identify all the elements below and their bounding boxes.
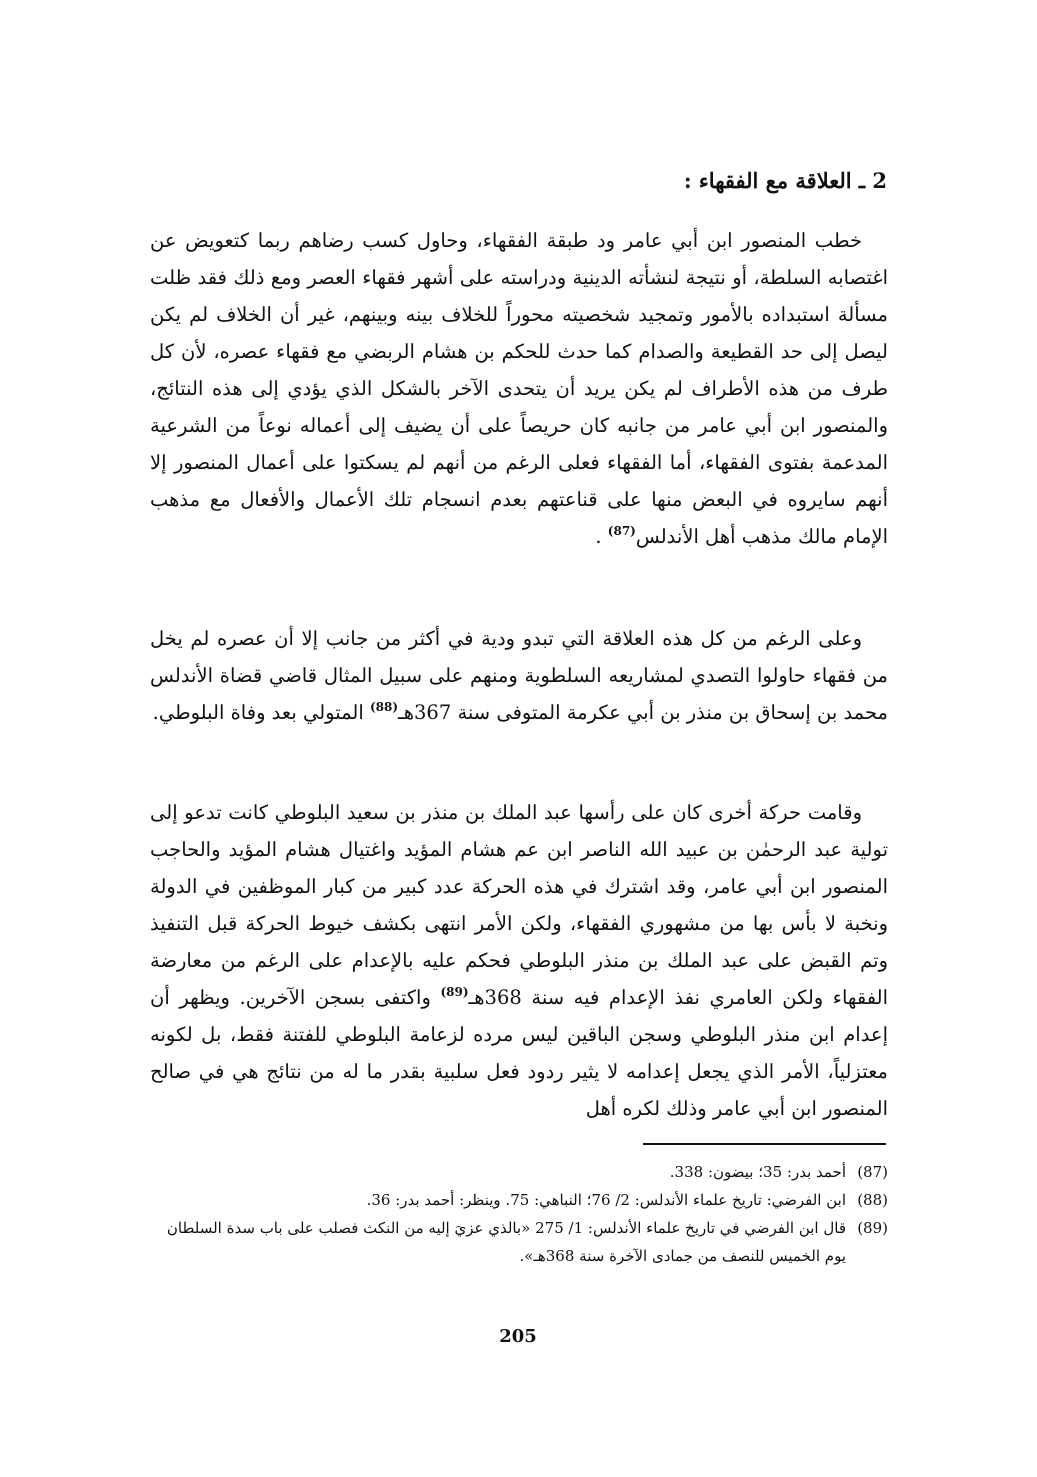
- footnote-number: (87): [857, 1163, 888, 1181]
- paragraph-text: [150, 222, 888, 555]
- footnote-reference: (89): [440, 985, 469, 999]
- body-paragraph-1: [150, 222, 888, 555]
- footnote-item: [150, 1214, 888, 1270]
- body-paragraph-3: [150, 794, 888, 1127]
- paragraph-tail: واكتفى بسجن الآخرين. ويظهر أن إعدام ابن منذر البلوطي وسجن الباقين ليس مرده لزعامة البلوطي للفتنة فقط، بل لكونه معتزلياً، الأمر الذي يجعل إعدامه لا يثير ردود فعل سلبية بقدر ما له من نتائج هي في صالح المنصور ابن أبي عامر وذلك لكره أهل: [150, 986, 888, 1120]
- footnote-number: (89): [857, 1219, 888, 1237]
- page-number: 205: [499, 1326, 537, 1347]
- paragraph-tail: المتولي بعد وفاة البلوطي.: [152, 701, 370, 724]
- paragraph-text: [150, 620, 888, 731]
- section-heading: 2 ـ العلاقة مع الفقهاء :: [683, 168, 887, 193]
- footnote-reference: (87): [607, 524, 636, 538]
- paragraph-body: وقامت حركة أخرى كان على رأسها عبد الملك بن منذر بن سعيد البلوطي كانت تدعو إلى تولية عبد الرحمٰن بن عبيد الله الناصر ابن عم هشام المؤيد واغتيال هشام المؤيد والحاجب المنصور ابن أبي عامر، وقد اشترك في هذه الحركة عدد كبير من كبار الموظفين في الدولة ونخبة لا بأس بها من مشهوري الفقهاء، ولكن الأمر انتهى بكشف خيوط الحركة قبل التنفيذ وتم القبض على عبد الملك بن منذر البلوطي فحكم عليه بالإعدام على الرغم من معارضة الفقهاء ولكن العامري نفذ الإعدام فيه سنة 368هـ: [150, 801, 888, 1009]
- paragraph-tail: .: [595, 525, 608, 548]
- footnote-reference: (88): [369, 700, 399, 714]
- footnote-item: [150, 1186, 888, 1214]
- paragraph-body: خطب المنصور ابن أبي عامر ود طبقة الفقهاء، وحاول كسب رضاهم ربما كتعويض عن اغتصابه السلطة، أو نتيجة لنشأته الدينية ودراسته على أشهر فقهاء العصر ومع ذلك فقد ظلت مسألة استبداده بالأمور وتمجيد شخصيته محوراً للخلاف بينه وبينهم، غير أن الخلاف لم يكن ليصل إلى حد القطيعة والصدام كما حدث للحكم بن هشام الربضي مع فقهاء عصره، لأن كل طرف من هذه الأطراف لم يكن يريد أن يتحدى الآخر بالشكل الذي يؤدي إلى هذه النتائج، والمنصور ابن أبي عامر من جانبه كان حريصاً على أن يضيف إلى أعماله نوعاً من الشرعية المدعمة بفتوى الفقهاء، أما الفقهاء فعلى الرغم من أنهم لم يسكتوا على أعمال المنصور إلا أنهم سايروه في البعض منها على قناعتهم بعدم انسجام تلك الأعمال والأفعال مع مذهب الإمام مالك مذهب أهل الأندلس: [150, 229, 888, 548]
- paragraph-body: وعلى الرغم من كل هذه العلاقة التي تبدو ودية في أكثر من جانب إلا أن عصره لم يخل من فقهاء حاولوا التصدي لمشاريعه السلطوية ومنهم على سبيل المثال قاضي قضاة الأندلس محمد بن إسحاق بن منذر بن أبي عكرمة المتوفى سنة 367هـ: [150, 627, 888, 724]
- footnote-separator: [643, 1143, 886, 1145]
- footnote-text: أحمد بدر: 35؛ بيضون: 338.: [669, 1163, 846, 1181]
- footnotes: [150, 1158, 888, 1270]
- footnote-item: [150, 1158, 888, 1186]
- footnote-text: قال ابن الفرضي في تاريخ علماء الأندلس: 1/ 275 «بالذي عزيَ إليه من النكث فصلب على باب سدة السلطان يوم الخميس للنصف من جمادى الآخرة سنة 368هـ».: [166, 1219, 846, 1265]
- footnote-number: (88): [857, 1191, 888, 1209]
- footnote-text: ابن الفرضي: تاريخ علماء الأندلس: 2/ 76؛ النباهي: 75. وينظر: أحمد بدر: 36.: [366, 1191, 846, 1209]
- body-paragraph-2: [150, 620, 888, 731]
- paragraph-text: [150, 794, 888, 1127]
